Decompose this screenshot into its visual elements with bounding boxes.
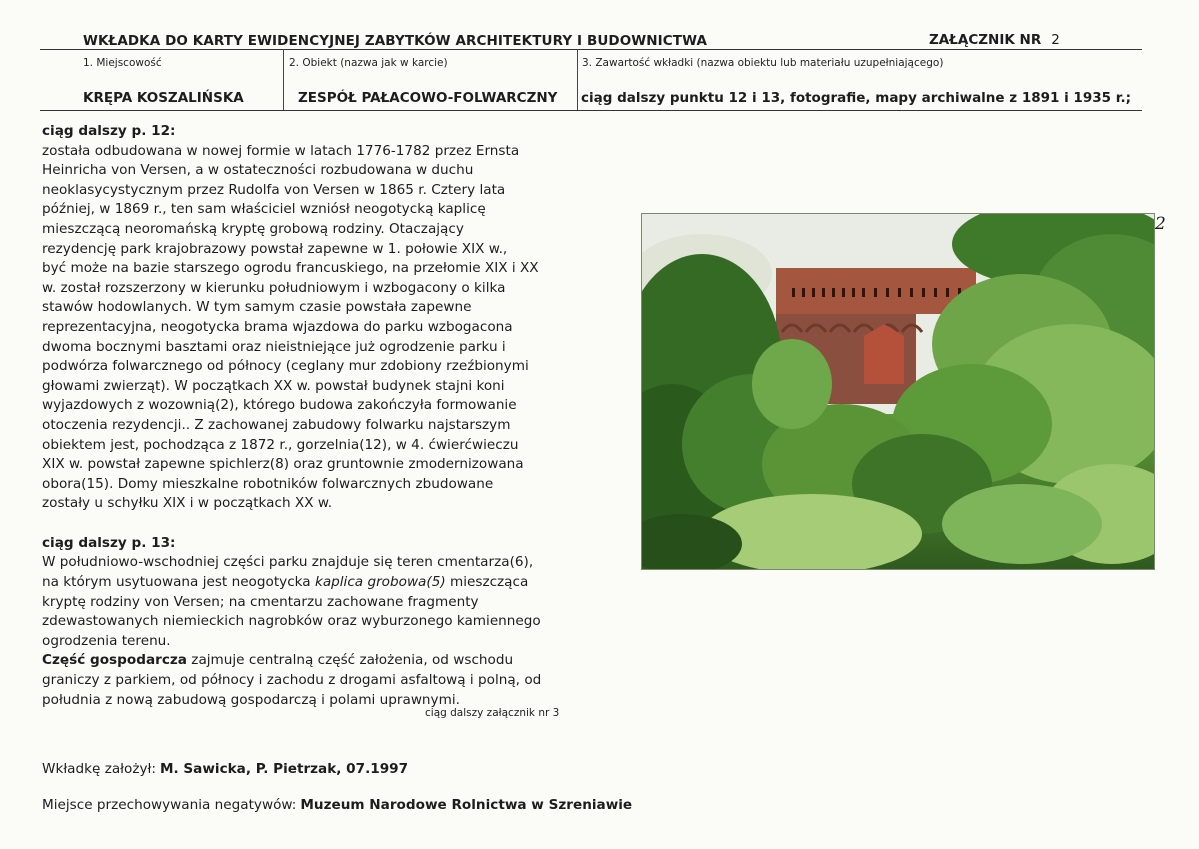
author-label: Wkładkę założył: <box>42 761 156 777</box>
author-line <box>42 761 408 777</box>
text-line: została odbudowana w nowej formie w latach 1776-1782 przez Ernsta <box>42 142 520 159</box>
text-line: stawów hodowlanych. W tym samym czasie powstała zapewne <box>42 299 472 316</box>
text-line: ogrodzenia terenu. <box>42 632 171 649</box>
column-divider-1 <box>283 49 284 111</box>
chapel-photo-image <box>642 214 1154 569</box>
object-label: 2. Obiekt (nazwa jak w karcie) <box>289 57 448 69</box>
text-line: reprezentacyjna, neogotycka brama wjazdowa do parku wzbogacona <box>42 318 513 335</box>
locality-value: KRĘPA KOSZALIŃSKA <box>83 90 244 106</box>
text-line: wyjazdowych z wozownią(2), którego budowa zakończyła formowanie <box>42 397 517 414</box>
annex-number: 2 <box>1051 32 1060 48</box>
storage-line <box>42 797 632 813</box>
header-rule-top <box>40 49 1142 50</box>
text-line: mieszczącą neoromańską kryptę grobową rodziny. Otaczający <box>42 220 464 237</box>
content-value: ciąg dalszy punktu 12 i 13, fotografie, mapy archiwalne z 1891 i 1935 r.; <box>581 90 1131 106</box>
chapel-photo <box>641 213 1155 570</box>
text-line: XIX w. powstał zapewne spichlerz(8) oraz gruntownie zmodernizowana <box>42 456 524 473</box>
text-line: w. został rozszerzony w kierunku południowym i wzbogacony o kilka <box>42 279 506 296</box>
economic-part-text <box>42 671 602 710</box>
object-value: ZESPÓŁ PAŁACOWO-FOLWARCZNY <box>298 90 558 106</box>
author-value: M. Sawicka, P. Pietrzak, 07.1997 <box>159 761 409 777</box>
economic-part-line <box>42 651 602 671</box>
text-line: graniczy z parkiem, od północy i zachodu z drogami asfaltową i polną, od <box>42 672 542 689</box>
section-13-line: W południowo-wschodniej części parku znajduje się teren cmentarza(6), <box>42 554 534 571</box>
content-label: 3. Zawartość wkładki (nazwa obiektu lub materiału uzupełniającego) <box>582 57 944 69</box>
text-line: zostały u schyłku XIX i w początkach XX w. <box>42 495 333 512</box>
section-12-heading: ciąg dalszy p. 12: <box>42 123 176 139</box>
text-line: głowami zwierząt). W początkach XX w. powstał budynek stajni koni <box>42 377 505 394</box>
text-run: zajmuje centralną część założenia, od wschodu <box>186 652 514 669</box>
text-line: dwoma bocznymi basztami oraz nieistniejące już ogrodzenie parku i <box>42 338 506 355</box>
storage-label: Miejsce przechowywania negatywów: <box>42 797 297 813</box>
column-divider-2 <box>577 49 578 111</box>
text-line: rezydencję park krajobrazowy powstał zapewne w 1. połowie XIX w., <box>42 240 508 257</box>
chapel-name: kaplica grobowa(5) <box>314 574 446 591</box>
text-run: na którym usytuowana jest neogotycka <box>42 574 315 591</box>
text-line: później, w 1869 r., ten sam właściciel wzniósł neogotycką kaplicę <box>42 201 486 218</box>
text-line: być może na bazie starszego ogrodu francuskiego, na przełomie XIX i XX <box>42 260 539 277</box>
body-text <box>42 122 602 710</box>
text-line: podwórza folwarcznego od północy (ceglany mur zdobiony rzeźbionymi <box>42 358 529 375</box>
text-line: obiektem jest, pochodząca z 1872 r., gorzelnia(12), w 4. ćwierćwieczu <box>42 436 519 453</box>
economic-part-heading: Część gospodarcza <box>42 652 187 669</box>
section-13-text <box>42 593 602 652</box>
photo-number: 2 <box>1155 214 1166 234</box>
text-line: zdewastowanych niemieckich nagrobków oraz wyburzonego kamiennego <box>42 613 541 630</box>
annex-label <box>929 32 1060 48</box>
section-13-heading: ciąg dalszy p. 13: <box>42 534 176 551</box>
continued-note: ciąg dalszy załącznik nr 3 <box>425 707 560 719</box>
text-line: obora(15). Domy mieszkalne robotników folwarcznych zbudowane <box>42 475 494 492</box>
storage-value: Muzeum Narodowe Rolnictwa w Szreniawie <box>300 797 633 813</box>
text-line: południa z nową zabudową gospodarczą i polami uprawnymi. <box>42 691 460 708</box>
annex-label-text: ZAŁĄCZNIK NR <box>929 32 1042 48</box>
section-13-line <box>42 573 602 593</box>
text-line: kryptę rodziny von Versen; na cmentarzu zachowane fragmenty <box>42 593 479 610</box>
text-line: Heinricha von Versen, a w ostateczności rozbudowana w duchu <box>42 162 474 179</box>
text-line: neoklasycystycznym przez Rudolfa von Versen w 1865 r. Cztery lata <box>42 181 506 198</box>
section-12-text <box>42 142 602 514</box>
text-line: otoczenia rezydencji.. Z zachowanej zabudowy folwarku najstarszym <box>42 416 511 433</box>
locality-label: 1. Miejscowość <box>83 57 162 69</box>
header-rule-bottom <box>40 110 1142 111</box>
text-run: mieszcząca <box>445 574 529 591</box>
form-title: WKŁADKA DO KARTY EWIDENCYJNEJ ZABYTKÓW ARCHITEKTURY I BUDOWNICTWA <box>83 33 708 49</box>
